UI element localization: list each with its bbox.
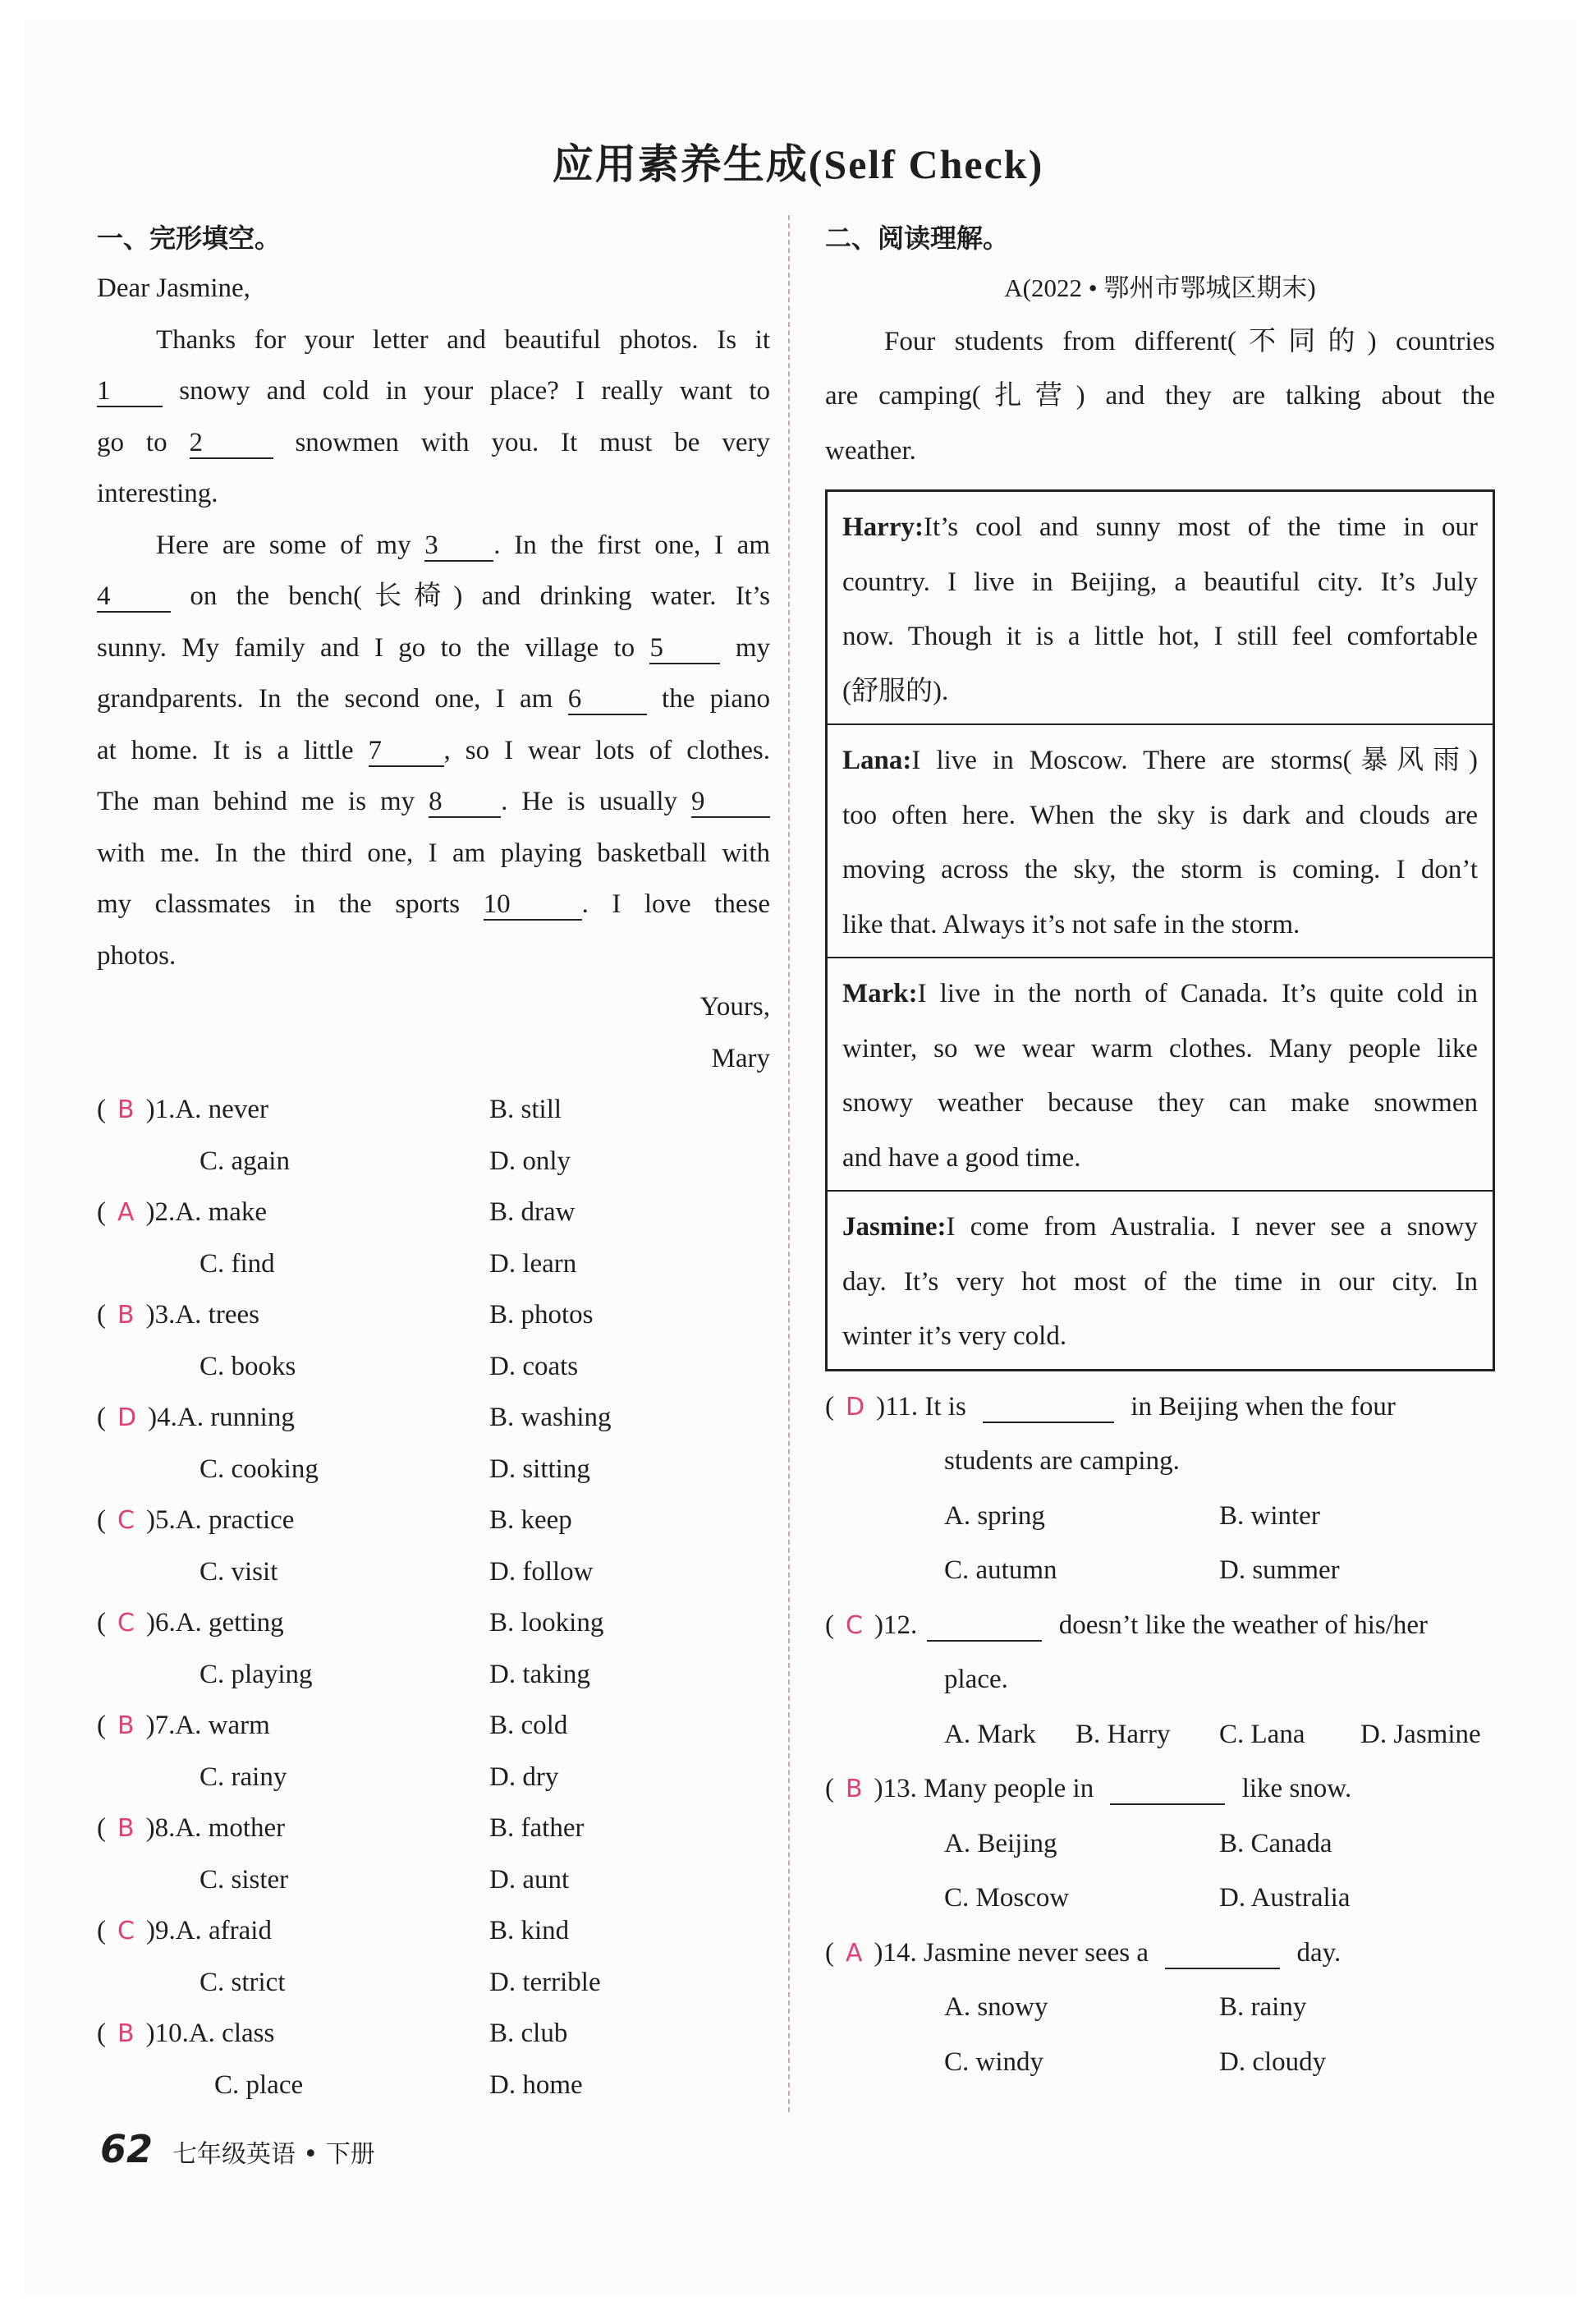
option-c[interactable]: C. place xyxy=(214,2069,304,2100)
option-c[interactable]: C. books xyxy=(200,1351,296,1381)
speaker-section xyxy=(828,492,1493,725)
box-line: day. It’s very hot most of the time in our city. In xyxy=(842,1266,1478,1297)
answer-mark: C xyxy=(846,1610,863,1640)
option-c[interactable]: C. visit xyxy=(200,1556,278,1587)
box-line: Mark:I live in the north of Canada. It’s quite cold in xyxy=(842,979,1478,1008)
option-b[interactable]: B. keep xyxy=(489,1505,572,1535)
option-c[interactable]: C. Moscow xyxy=(944,1883,1070,1913)
passage-line: sunny. My family and I go to the village to 5 my xyxy=(97,622,770,674)
answer-blank xyxy=(1165,1938,1280,1969)
box-line: winter, so we wear warm clothes. Many people like xyxy=(842,1033,1478,1063)
option-a[interactable]: A. Mark xyxy=(944,1719,1036,1749)
option-c[interactable]: C. cooking xyxy=(200,1454,319,1484)
question-12-cont: place. xyxy=(944,1665,1008,1694)
cloze-section xyxy=(97,214,770,2111)
passage-line: grandparents. In the second one, I am 6 the piano xyxy=(97,673,770,725)
weather-box xyxy=(825,489,1495,1371)
box-line: (舒服的). xyxy=(842,676,949,706)
blank-1: 1 xyxy=(97,376,163,407)
option-c[interactable]: C. find xyxy=(200,1248,275,1279)
cloze-question: ( D )4.A. running B. washing xyxy=(97,1392,770,1444)
cloze-questions xyxy=(97,1084,770,2111)
answer-mark: D xyxy=(117,1403,137,1432)
signature: Mary xyxy=(711,1043,770,1073)
box-line: and have a good time. xyxy=(842,1142,1081,1173)
speaker-name: Harry: xyxy=(842,512,924,542)
blank-8: 8 xyxy=(429,787,501,818)
cloze-question: ( B )10.A. class B. club xyxy=(97,2008,770,2060)
option-d[interactable]: D. Australia xyxy=(1219,1883,1351,1913)
cloze-question: ( B )1.A. never B. still xyxy=(97,1084,770,1136)
option-b[interactable]: B. still xyxy=(489,1095,562,1124)
option-d[interactable]: D. home xyxy=(489,2069,583,2100)
speaker-name: Mark: xyxy=(842,979,918,1008)
option-b[interactable]: B. cold xyxy=(489,1711,568,1740)
option-c[interactable]: C. sister xyxy=(200,1864,289,1895)
cloze-question-cont xyxy=(97,1957,770,2009)
cloze-question-cont xyxy=(97,1752,770,1803)
cloze-question: ( C )5.A. practice B. keep xyxy=(97,1495,770,1546)
option-b[interactable]: B. kind xyxy=(489,1916,570,1945)
answer-blank xyxy=(983,1392,1114,1423)
question-14: ( A )14. Jasmine never sees a day. xyxy=(825,1926,1495,1981)
option-d[interactable]: D. follow xyxy=(489,1556,594,1587)
passage-line: 4 on the bench(长椅) and drinking water. It’s xyxy=(97,571,770,622)
closing: Yours, xyxy=(699,992,770,1022)
option-b[interactable]: B. draw xyxy=(489,1197,576,1227)
option-d[interactable]: D. only xyxy=(489,1146,571,1176)
page-footer xyxy=(100,2127,375,2184)
blank-7: 7 xyxy=(369,736,444,767)
option-b[interactable]: B. rainy xyxy=(1219,1992,1307,2022)
passage-line: go to 2 snowmen with you. It must be very xyxy=(97,417,770,469)
intro-line: weather. xyxy=(825,435,916,466)
cloze-question: ( C )9.A. afraid B. kind xyxy=(97,1905,770,1957)
speaker-name: Jasmine: xyxy=(842,1212,947,1242)
passage-line: Here are some of my 3 . In the first one, I am xyxy=(97,520,770,572)
blank-6: 6 xyxy=(568,684,647,715)
answer-mark: D xyxy=(846,1392,865,1422)
speaker-section xyxy=(828,1192,1493,1369)
blank-5: 5 xyxy=(649,633,720,664)
option-d[interactable]: D. Jasmine xyxy=(1360,1719,1481,1749)
cloze-heading: 一、完形填空。 xyxy=(97,223,282,254)
passage-line: my classmates in the sports 10 . I love these xyxy=(97,879,770,930)
box-line: Lana:I live in Moscow. There are storms(暴风雨) xyxy=(842,746,1478,775)
option-c[interactable]: C. again xyxy=(200,1146,290,1176)
reading-heading: 二、阅读理解。 xyxy=(825,223,1010,254)
cloze-question-cont xyxy=(97,1546,770,1598)
passage-line: at home. It is a little 7 , so I wear lots of clothes. xyxy=(97,725,770,777)
passage-line: with me. In the third one, I am playing basketball with xyxy=(97,838,770,868)
option-c[interactable]: C. windy xyxy=(944,2046,1044,2077)
cloze-question: ( A )2.A. make B. draw xyxy=(97,1187,770,1238)
option-a[interactable]: A. Beijing xyxy=(944,1828,1057,1858)
box-line: winter it’s very cold. xyxy=(842,1321,1067,1351)
option-a[interactable]: A. spring xyxy=(944,1500,1045,1531)
column-divider xyxy=(788,215,790,2112)
answer-mark: B xyxy=(117,2019,135,2048)
cloze-question-cont xyxy=(97,1341,770,1393)
option-c[interactable]: C. strict xyxy=(200,1967,286,1997)
answer-mark: B xyxy=(117,1814,135,1843)
option-row xyxy=(825,1707,1495,1762)
option-d[interactable]: D. terrible xyxy=(489,1967,601,1997)
option-a[interactable]: A. running xyxy=(177,1403,295,1432)
question-13: ( B )13. Many people in like snow. xyxy=(825,1762,1495,1817)
speaker-section xyxy=(828,958,1493,1192)
option-c[interactable]: C. Lana xyxy=(1219,1719,1305,1749)
option-b[interactable]: B. looking xyxy=(489,1608,604,1637)
answer-mark: A xyxy=(117,1198,135,1227)
blank-2: 2 xyxy=(190,428,273,459)
option-row xyxy=(825,1489,1495,1544)
cloze-question: ( B )7.A. warm B. cold xyxy=(97,1700,770,1752)
option-d[interactable]: D. dry xyxy=(489,1762,559,1792)
passage-subheading: A(2022 • 鄂州市鄂城区期末) xyxy=(1004,273,1316,302)
option-b[interactable]: B. Canada xyxy=(1219,1828,1332,1858)
page-title: 应用素养生成(Self Check) xyxy=(552,141,1044,187)
speaker-section xyxy=(828,725,1493,958)
option-d[interactable]: D. summer xyxy=(1219,1555,1340,1585)
option-d[interactable]: D. learn xyxy=(489,1248,577,1279)
speaker-name: Lana: xyxy=(842,746,912,775)
passage-line: The man behind me is my 8 . He is usually 9 xyxy=(97,776,770,828)
option-a[interactable]: A. make xyxy=(175,1197,268,1227)
cloze-question: ( B )8.A. mother B. father xyxy=(97,1803,770,1854)
box-line: moving across the sky, the storm is coming. I don’t xyxy=(842,855,1478,884)
answer-blank xyxy=(927,1610,1042,1642)
box-line: snowy weather because they can make snowmen xyxy=(842,1088,1478,1118)
answer-mark: B xyxy=(117,1711,135,1740)
cloze-question-cont xyxy=(97,1238,770,1290)
box-line: now. Though it is a little hot, I still feel comfortable xyxy=(842,622,1478,651)
cloze-question-cont xyxy=(97,1854,770,1906)
option-d[interactable]: D. aunt xyxy=(489,1864,570,1895)
option-a[interactable]: A. never xyxy=(175,1095,268,1124)
option-row xyxy=(825,1817,1495,1872)
option-a[interactable]: A. afraid xyxy=(175,1916,272,1945)
option-b[interactable]: B. club xyxy=(489,2019,568,2048)
answer-mark: C xyxy=(117,1506,135,1535)
option-row xyxy=(825,1543,1495,1598)
option-a[interactable]: A. practice xyxy=(175,1505,295,1535)
answer-mark: C xyxy=(117,1917,135,1945)
salutation: Dear Jasmine, xyxy=(97,273,250,303)
option-b[interactable]: B. Harry xyxy=(1075,1719,1171,1749)
option-a[interactable]: A. mother xyxy=(175,1813,286,1843)
answer-mark: B xyxy=(846,1775,863,1803)
option-d[interactable]: D. coats xyxy=(489,1351,579,1381)
blank-3: 3 xyxy=(424,531,493,562)
blank-4: 4 xyxy=(97,581,171,613)
question-11-cont: students are camping. xyxy=(944,1446,1180,1476)
answer-mark: B xyxy=(117,1301,135,1330)
box-line: Jasmine:I come from Australia. I never see a snowy xyxy=(842,1212,1478,1242)
option-b[interactable]: B. photos xyxy=(489,1300,594,1330)
question-11: ( D )11. It is in Beijing when the four xyxy=(825,1380,1495,1435)
answer-blank xyxy=(1110,1774,1225,1805)
question-12: ( C )12. doesn’t like the weather of his/her xyxy=(825,1598,1495,1653)
box-line: Harry:It’s cool and sunny most of the time in our xyxy=(842,512,1478,542)
option-d[interactable]: D. taking xyxy=(489,1659,590,1689)
option-b[interactable]: B. winter xyxy=(1219,1500,1320,1531)
cloze-question-cont xyxy=(97,1444,770,1495)
box-line: too often here. When the sky is dark and clouds are xyxy=(842,800,1478,830)
book-title: 七年级英语 • 下册 xyxy=(172,2140,375,2169)
option-c[interactable]: C. autumn xyxy=(944,1555,1057,1585)
passage-line: interesting. xyxy=(97,479,218,508)
option-a[interactable]: A. snowy xyxy=(944,1992,1048,2022)
blank-9: 9 xyxy=(691,787,770,818)
option-a[interactable]: A. trees xyxy=(175,1300,259,1330)
reading-section xyxy=(825,214,1495,2089)
cloze-question: ( C )6.A. getting B. looking xyxy=(97,1597,770,1649)
cloze-question: ( B )3.A. trees B. photos xyxy=(97,1289,770,1341)
answer-mark: B xyxy=(117,1095,135,1124)
option-d[interactable]: D. sitting xyxy=(489,1454,590,1484)
box-line: country. I live in Beijing, a beautiful city. It’s July xyxy=(842,567,1478,597)
intro-line: are camping(扎营) and they are talking about the xyxy=(825,381,1495,411)
option-d[interactable]: D. cloudy xyxy=(1219,2046,1327,2077)
page-number: 62 xyxy=(100,2127,154,2171)
passage-line: 1 snowy and cold in your place? I really want to xyxy=(97,365,770,417)
answer-mark: C xyxy=(117,1609,135,1637)
option-row xyxy=(825,1980,1495,2035)
option-b[interactable]: B. father xyxy=(489,1813,585,1843)
option-a[interactable]: A. warm xyxy=(175,1711,270,1740)
option-row xyxy=(825,2035,1495,2090)
option-c[interactable]: C. playing xyxy=(200,1659,313,1689)
cloze-question-cont xyxy=(97,1136,770,1187)
option-c[interactable]: C. rainy xyxy=(200,1762,287,1792)
intro-line: Four students from different(不同的) countries xyxy=(884,326,1495,356)
cloze-question-cont xyxy=(97,2060,770,2111)
option-b[interactable]: B. washing xyxy=(489,1403,612,1432)
cloze-question-cont xyxy=(97,1649,770,1701)
passage-line: Thanks for your letter and beautiful photos. Is it xyxy=(156,324,770,355)
option-a[interactable]: A. class xyxy=(188,2019,275,2048)
reading-questions xyxy=(825,1380,1495,2090)
option-a[interactable]: A. getting xyxy=(175,1608,284,1637)
answer-mark: A xyxy=(846,1938,863,1968)
blank-10: 10 xyxy=(484,889,582,921)
option-row xyxy=(825,1871,1495,1926)
passage-line: photos. xyxy=(97,940,177,971)
box-line: like that. Always it’s not safe in the storm. xyxy=(842,909,1300,939)
